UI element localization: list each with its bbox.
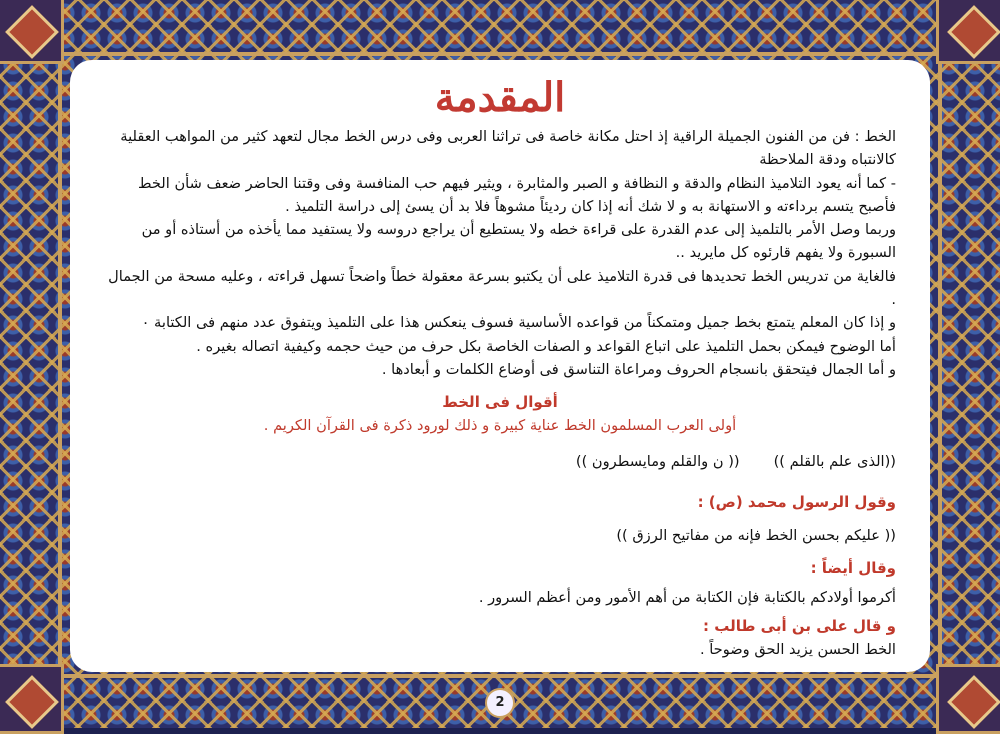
paragraph-7: و أما الجمال فيتحقق بانسجام الحروف ومراعاة التناسق فى أوضاع الكلمات و أبعادها . — [381, 360, 896, 378]
paragraph-5: و إذا كان المعلم يتمتع بخط جميل ومتمكناً من قواعده الأساسية فسوف ينعكس هذا على التلميذ ويتفوق عدد منهم فى الكتابة ٠ — [141, 314, 896, 332]
quran-quote-2: (( ن والقلم ومايسطرون )) — [575, 452, 740, 470]
page-content — [70, 60, 930, 672]
paragraph-1: الخط : فن من الفنون الجميلة الراقية إذ احتل مكانة خاصة فى تراثنا العربى وفى درس الخط مجال لتعهد كثير من المواهب العقلية كالانتباه ودقة الملاحظة — [120, 128, 896, 169]
paragraph-4: فالغاية من تدريس الخط تحديدها فى قدرة التلاميذ على أن يكتبو بسرعة معقولة خطاً واضحاً تسهل قراءته ، وعليه مسحة من الجمال . — [108, 267, 896, 309]
also-heading: وقال أيضاً : — [810, 559, 896, 578]
paragraph-6: أما الوضوح فيمكن بحمل التلميذ على اتباع القواعد و الصفات الخاصة بكل حرف من حيث حجمه وكيفية اتصاله بغيره . — [196, 337, 896, 355]
quran-quote-1: ((الذى علم بالقلم )) — [773, 452, 896, 470]
paragraph-3: وربما وصل الأمر بالتلميذ إلى عدم القدرة على قراءة خطه ولا يستطيع أن يراجع دروسه ولا يستفيد مما يأخذه من أستاذه أو من السبورة ولا يفهم قارئوه كل مايريد .. — [141, 221, 896, 262]
corner-ornament-top-left — [0, 0, 64, 64]
page-title: المقدمة — [434, 74, 566, 121]
ali-quote: الخط الحسن يزيد الحق وضوحاً . — [699, 641, 896, 659]
corner-ornament-top-right — [936, 0, 1000, 64]
quran-quotes — [104, 450, 896, 473]
sayings-intro: أولى العرب المسلمون الخط عناية كبيرة و ذلك لورود ذكرة فى القرآن الكريم . — [263, 417, 737, 435]
corner-ornament-bottom-right — [936, 664, 1000, 734]
prophet-heading: وقول الرسول محمد (ص) : — [697, 492, 896, 511]
prophet-quote: (( عليكم بحسن الخط فإنه من مفاتيح الرزق )) — [616, 526, 896, 544]
page-number: 2 — [485, 688, 515, 718]
sayings-title: أقوال فى الخط — [442, 393, 558, 412]
ali-heading: و قال على بن أبى طالب : — [702, 617, 896, 636]
corner-ornament-bottom-left — [0, 664, 64, 734]
also-quote: أكرموا أولادكم بالكتابة فإن الكتابة من أهم الأمور ومن أعظم السرور . — [478, 589, 896, 607]
paragraph-2: - كما أنه يعود التلاميذ النظام والدقة و النظافة و الصبر والمثابرة ، ويثير فيهم حب المنافسة وفى وقتنا الحاضر ضعف شأن الخط فأصبح يتسم برداءته و الاستهانة به و لا شك أنه إذا كان رديئاً مشوهاً فلا بد أن يسئ إلى دراسة التلميذ . — [138, 174, 896, 215]
